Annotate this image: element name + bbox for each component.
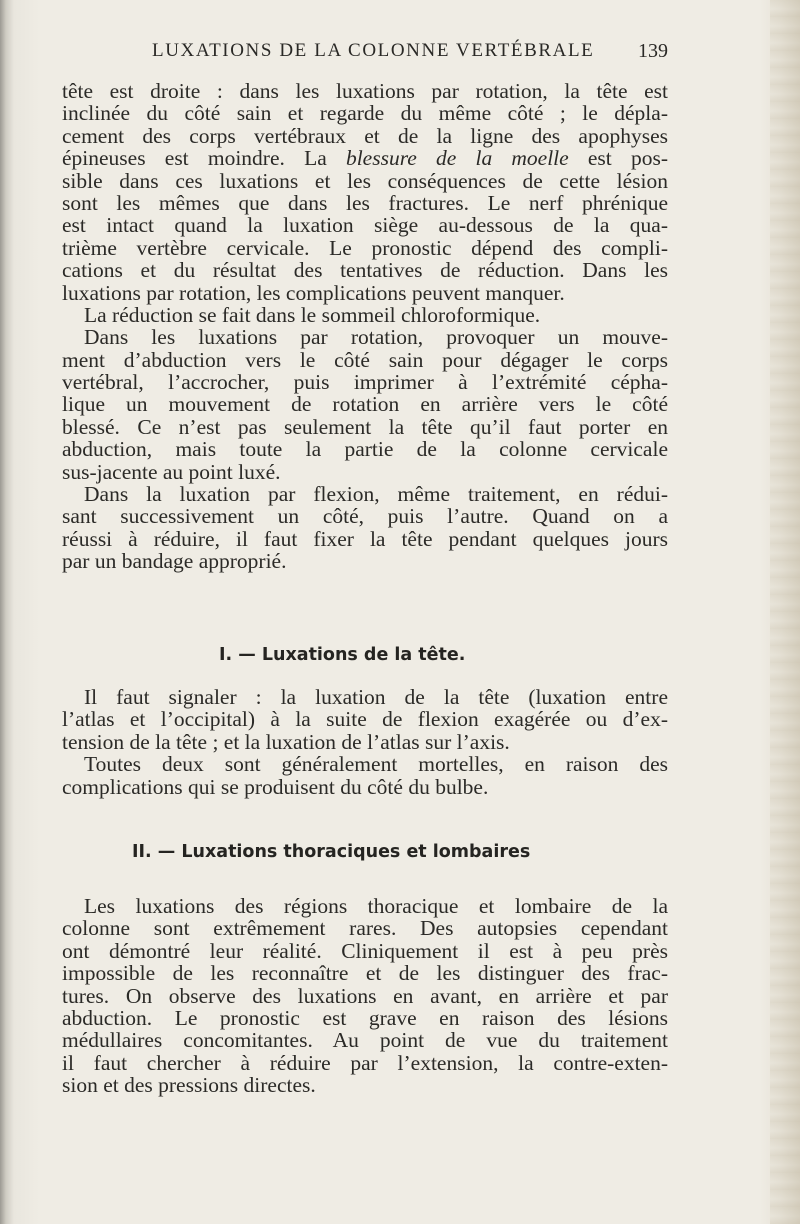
text-line: par un bandage approprié.	[62, 549, 287, 574]
text-line: sible dans ces luxations et les conséquences de cette lésion	[62, 168, 668, 193]
text-line: colonne sont extrêmement rares. Des autopsies cependant	[62, 916, 668, 941]
italic-emphasis: blessure de la moelle	[345, 146, 569, 171]
section-dash: —	[157, 842, 176, 862]
text-line: trième vertèbre cervicale. Le pronostic dépend des compli-	[62, 235, 668, 260]
text-line	[62, 147, 668, 169]
text-segment: est pos-	[568, 146, 668, 171]
page-number: 139	[638, 40, 668, 62]
text-line: Toutes deux sont généralement mortelles, en raison des	[84, 752, 668, 777]
text-line: Les luxations des régions thoracique et lombaire de la	[84, 894, 668, 918]
running-head	[62, 40, 668, 64]
text-line: abduction. Le pronostic est grave en raison des lésions	[62, 1005, 668, 1030]
text-line: est intact quand la luxation siège au-dessous de la qua-	[62, 213, 668, 238]
text-line: médullaires concomitantes. Au point de vue du traitement	[62, 1028, 668, 1053]
text-line: ment d’abduction vers le côté sain pour dégager le corps	[62, 347, 668, 372]
paragraph-block-thoracic-lumbar	[62, 895, 668, 1097]
text-line: sus-jacente au point luxé.	[62, 459, 281, 484]
text-line: sion et des pressions directes.	[62, 1073, 316, 1098]
section-number: II.	[132, 842, 152, 862]
text-line: complications qui se produisent du côté du bulbe.	[62, 774, 489, 799]
text-line: vertébral, l’accrocher, puis imprimer à l’extrémité cépha-	[62, 370, 668, 395]
text-line: luxations par rotation, les complications peuvent manquer.	[62, 280, 565, 305]
section-heading-thoracic-lumbar	[132, 842, 612, 862]
text-line: sant successivement un côté, puis l’autre. Quand on a	[62, 504, 668, 529]
section-title: Luxations thoraciques et lombaires	[181, 842, 531, 862]
text-segment: épineuses est moindre. La	[62, 146, 346, 171]
text-line: cations et du résultat des tentatives de réduction. Dans les	[62, 258, 668, 283]
text-line: Dans les luxations par rotation, provoquer un mouve-	[84, 325, 668, 350]
text-line: ont démontré leur réalité. Cliniquement il est à peu près	[62, 938, 668, 963]
section-dash: —	[238, 645, 256, 665]
section-number: I.	[219, 645, 233, 665]
text-line: Il faut signaler : la luxation de la tête (luxation entre	[84, 685, 668, 709]
text-line: blessé. Ce n’est pas seulement la tête qu’il faut porter en	[62, 414, 668, 439]
text-line: inclinée du côté sain et regarde du même côté ; le dépla-	[62, 101, 668, 126]
text-line: Dans la luxation par flexion, même traitement, en rédui-	[84, 482, 668, 507]
text-line: il faut chercher à réduire par l’extension, la contre-exten-	[62, 1050, 668, 1075]
text-line: abduction, mais toute la partie de la colonne cervicale	[62, 437, 668, 462]
text-line: La réduction se fait dans le sommeil chloroformique.	[84, 302, 541, 327]
text-line: tension de la tête ; et la luxation de l’atlas sur l’axis.	[62, 729, 510, 754]
text-line: tures. On observe des luxations en avant, en arrière et par	[62, 983, 668, 1008]
section-title: Luxations de la tête.	[261, 645, 466, 665]
text-line: réussi à réduire, il faut fixer la tête pendant quelques jours	[62, 526, 668, 551]
text-line: lique un mouvement de rotation en arrière vers le côté	[62, 392, 668, 417]
running-title: LUXATIONS DE LA COLONNE VERTÉBRALE	[152, 40, 595, 61]
section-heading-head	[219, 645, 519, 665]
paragraph-block-intro	[62, 80, 668, 573]
text-line: sont les mêmes que dans les fractures. Le nerf phrénique	[62, 190, 668, 215]
text-line: tête est droite : dans les luxations par rotation, la tête est	[62, 79, 668, 103]
text-line: impossible de les reconnaître et de les distinguer des frac-	[62, 961, 668, 986]
paragraph-block-head	[62, 686, 668, 798]
text-line: cement des corps vertébraux et de la ligne des apophyses	[62, 123, 668, 148]
text-line: l’atlas et l’occipital) à la suite de flexion exagérée ou d’ex-	[62, 707, 668, 732]
